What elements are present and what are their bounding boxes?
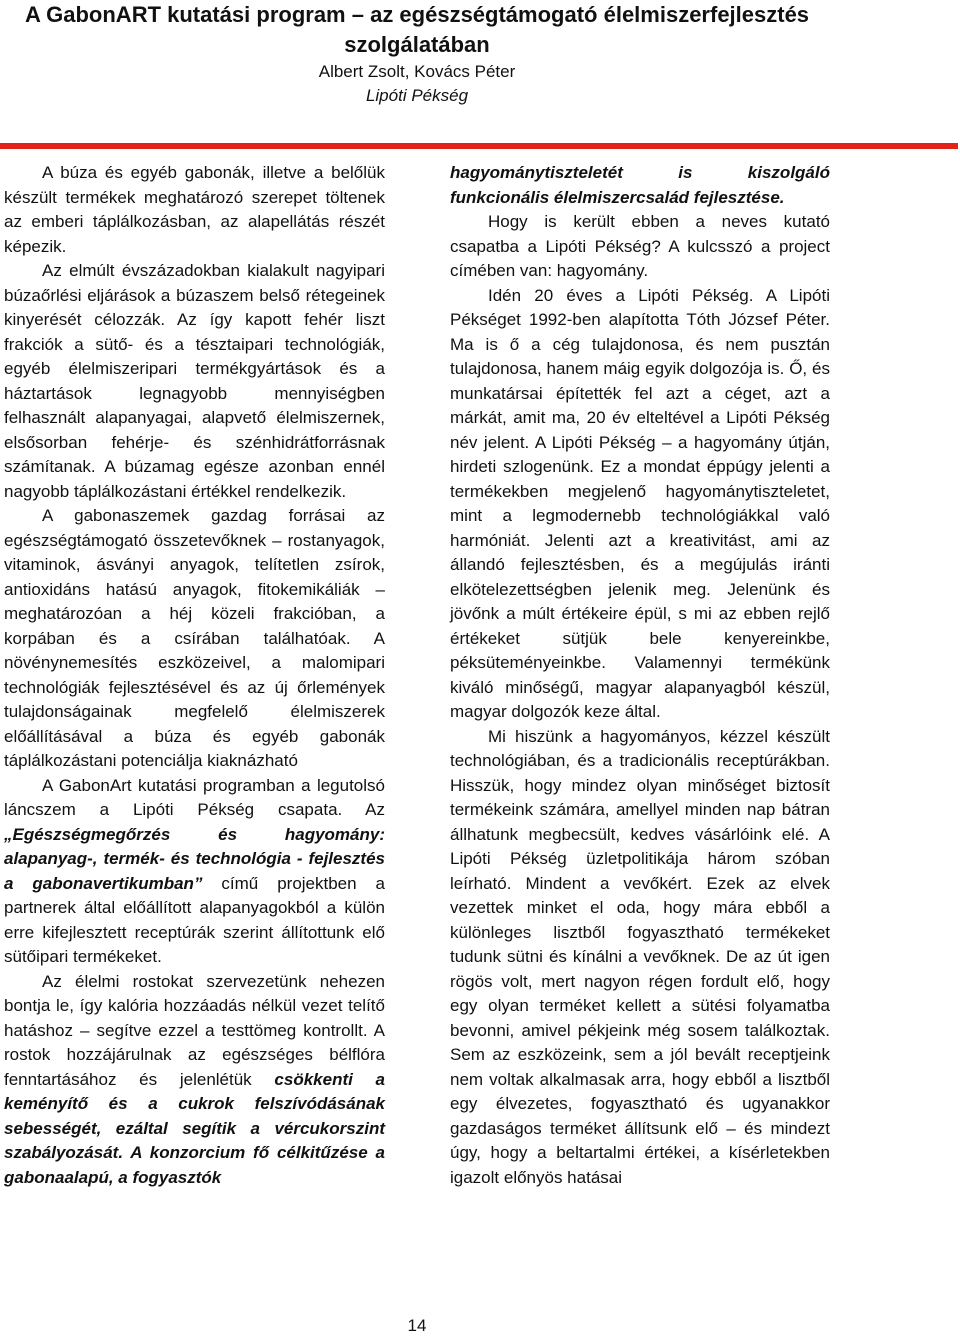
paragraph: Az élelmi rostokat szervezetünk nehezen bontja le, így kalória hozzáadás nélkül vezet telítő hatáshoz – segítve ezzel a testtömeg kontrollt. A rostok hozzájárulnak az egészséges bélflóra fenntartásához és jelenlétük csökkenti a keményítő és a cukrok felszívódásának sebességét, ezáltal segítik a vércukorszint szabályozását. A konzorcium fő célkitűzése a gabonaalapú, a fogyasztók [4,971,386,1187]
paragraph: A gabonaszemek gazdag forrásai az egészségtámogató összetevőknek – rostanyagok, vitaminok, ásványi anyagok, telítetlen zsírok, antioxidáns hatású anyagok, fitokemikáliák – meghatározóan a héj közeli frakcióban, a korpában és a csírában találhatóak. A növénynemesítés eszközeivel, a malomipari technológiák fejlesztésével és az új őrlemények tulajdonságainak megfelelő élelmiszerek előállításával a búza és egyéb gabonák táplálkozástani potenciálja kiaknázható [4,506,386,770]
emphasis-text: csökkenti a keményítő és a cukrok felszívódásának sebességét, ezáltal segítik a vércukorszint szabályozását. A konzorcium fő célkitűzése a gabonaalapú, a fogyasztók [4,1069,386,1187]
paragraph: A GabonArt kutatási programban a legutolsó láncszem a Lipóti Pékség csapata. Az „Egészségmegőrzés és hagyomány: alapanyag-, termék- és technológia - fejlesztés a gabonavertikumban” című projektben a partnerek által előállított alapanyagokból a külön erre kifejlesztett receptúrák szerint állítottunk elő sütőipari termékeket. [4,775,385,966]
paragraph: Hogy is került ebben a neves kutató csapatba a Lipóti Pékség? A kulcsszó a project címében van: hagyomány. [450,212,830,280]
paragraph-continuation: hagyománytiszteletét is kiszolgáló funkcionális élelmiszercsalád fejlesztése. [450,163,830,207]
article-title: A GabonART kutatási program – az egészségtámogató élelmiszerfejlesztés szolgálatában [24,2,810,57]
project-title: „Egészségmegőrzés és hagyomány: alapanyag-, termék- és technológia - fejlesztés a gabonavertikumban” [4,824,385,893]
left-column [4,161,385,1190]
header-divider [0,143,958,149]
paragraph: Az elmúlt évszázadokban kialakult nagyipari búzaőrlési eljárások a búzaszem belső rétegeinek kinyerését célozzák. Az így kapott fehér liszt frakciók a sütő- és a tésztaipari technológiák, egyéb élelmiszeripari termékgyártások és a háztartások legnagyobb mennyiségben felhasznált alapanyagai, alapvető élelmiszernek, elsősorban fehérje- és szénhidrátforrásnak számítanak. A búzamag egésze azonban ennél nagyobb táplálkozástani értékkel rendelkezik. [4,261,385,501]
right-column [450,161,830,1190]
paragraph: Mi hiszünk a hagyományos, kézzel készült technológiában, és a tradicionális receptúrákban. Hisszük, hogy mindez olyan minőséget biztosít termékeink számára, amellyel minden nap bátran állhatunk megbecsült, kedves vásárlóink elé. A Lipóti Pékség üzletpolitikája három szóban leírható. Mindent a vevőkért. Ezek az elvek vezettek minket el oda, hogy mára ebből a különleges lisztből fogyasztható termékeket tudunk sütni és kínálni a vevőknek. De az út igen rögös volt, mert nagyon régen fordult elő, hogy egy olyan terméket kellett a sütési folyamatba bevonni, amivel pékjeink még sosem találkoztak. Sem az eszközeink, sem a jól bevált receptjeink nem voltak alkalmasak arra, hogy ebből a lisztből egy élvezetes, fogyasztható és ugyanakkor gazdaságos terméket állítsunk elő – és mindezt úgy, hogy a beltartalmi értékei, a kísérletekben igazolt előnyös hatásai [450,726,830,1187]
article-header [0,0,834,108]
article-authors: Albert Zsolt, Kovács Péter [318,62,516,81]
paragraph: A búza és egyéb gabonák, illetve a belőlük készült termékek meghatározó szerepet töltenek az emberi táplálkozásban, az alapellátás részét képezik. [4,163,385,256]
article-affiliation: Lipóti Pékség [365,86,469,105]
paragraph: Idén 20 éves a Lipóti Pékség. A Lipóti Pékséget 1992-ben alapította Tóth József Péter. Ma is ő a cég tulajdonosa, és nem pusztán tulajdonosa, hanem máig egyik dolgozója is. Ő, és munkatársai építették fel azt a céget, azt a márkát, amit ma, 20 év elteltével a Lipóti Pékség név jelent. A Lipóti Pékség – a hagyomány útján, hirdeti szlogenünk. Ez a mondat éppúgy jelenti a termékekben megjelenő hagyománytiszteletet, mint a legmodernebb technológiákkal való harmóniát. Jelenti azt a kreativitást, ami az állandó fejlesztésben, és a megújulás iránti elkötelezettségben jelenik meg. Jelenünk és jövőnk a múlt értékeire épül, s mi az ebben rejlő értékeket sütjük bele kenyereinkbe, péksüteményeinkbe. Valamennyi termékünk kiváló minőségű, magyar alapanyagból készül, magyar dolgozók keze által. [450,285,830,721]
page-number: 14 [407,1316,427,1335]
